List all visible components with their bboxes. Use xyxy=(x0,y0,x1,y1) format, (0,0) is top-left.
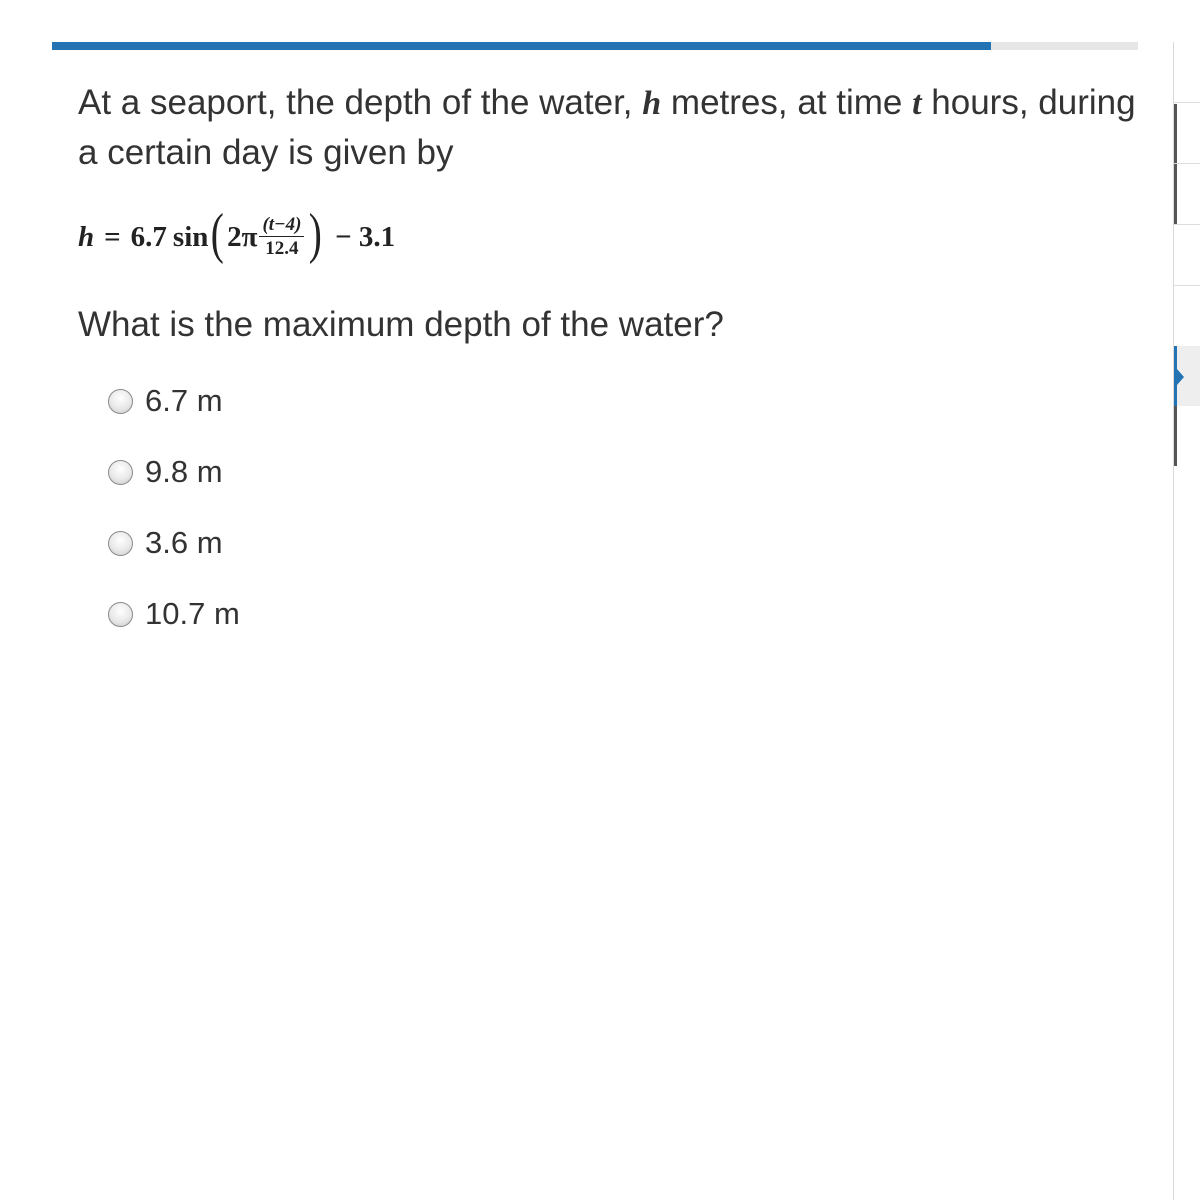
navigator-current-tab[interactable] xyxy=(1174,346,1200,406)
navigator-divider xyxy=(1174,285,1200,286)
equation-numerator: (t−4) xyxy=(259,215,304,237)
variable-h: h xyxy=(642,85,662,122)
answer-option[interactable] xyxy=(108,595,1138,633)
depth-equation xyxy=(78,203,1138,265)
stem-text-2: metres, at time xyxy=(661,83,913,122)
question-prompt: What is the maximum depth of the water? xyxy=(78,305,724,344)
radio-button[interactable] xyxy=(108,389,133,414)
radio-button[interactable] xyxy=(108,602,133,627)
variable-t: t xyxy=(912,85,922,122)
progress-bar xyxy=(52,42,1138,50)
answer-option-label: 6.7 m xyxy=(145,383,223,418)
equation-denominator: 12.4 xyxy=(265,237,299,259)
question-stem xyxy=(78,78,1138,177)
radio-button[interactable] xyxy=(108,460,133,485)
navigator-divider xyxy=(1174,102,1200,103)
equation-lhs: h xyxy=(78,220,95,253)
equation-shift: − 3.1 xyxy=(335,220,396,253)
navigator-item-marker[interactable] xyxy=(1174,104,1177,224)
answer-option[interactable] xyxy=(108,382,1138,420)
question-navigator-panel xyxy=(1173,42,1200,1200)
stem-text-3: hours, during a certain day is given by xyxy=(78,83,1136,172)
equation-fraction xyxy=(259,215,304,260)
equation-close-paren: ) xyxy=(309,203,323,265)
answer-option-label: 10.7 m xyxy=(145,596,240,631)
answer-option[interactable] xyxy=(108,453,1138,491)
navigator-item-marker[interactable] xyxy=(1174,406,1177,466)
answer-options xyxy=(108,382,1138,633)
stem-text-1: At a seaport, the depth of the water, xyxy=(78,83,643,122)
question-panel xyxy=(78,78,1138,666)
answer-option-label: 9.8 m xyxy=(145,454,223,489)
answer-option[interactable] xyxy=(108,524,1138,562)
answer-option-label: 3.6 m xyxy=(145,525,223,560)
equation-coefficient: 2π xyxy=(227,220,258,253)
equation-open-paren: ( xyxy=(211,203,225,265)
chevron-right-icon xyxy=(1177,369,1184,385)
navigator-divider xyxy=(1174,224,1200,225)
navigator-divider xyxy=(1174,163,1200,164)
progress-bar-fill xyxy=(52,42,991,50)
equation-function: sin xyxy=(172,220,209,253)
radio-button[interactable] xyxy=(108,531,133,556)
equation-equals: = xyxy=(104,220,121,253)
equation-amplitude: 6.7 xyxy=(130,220,167,253)
